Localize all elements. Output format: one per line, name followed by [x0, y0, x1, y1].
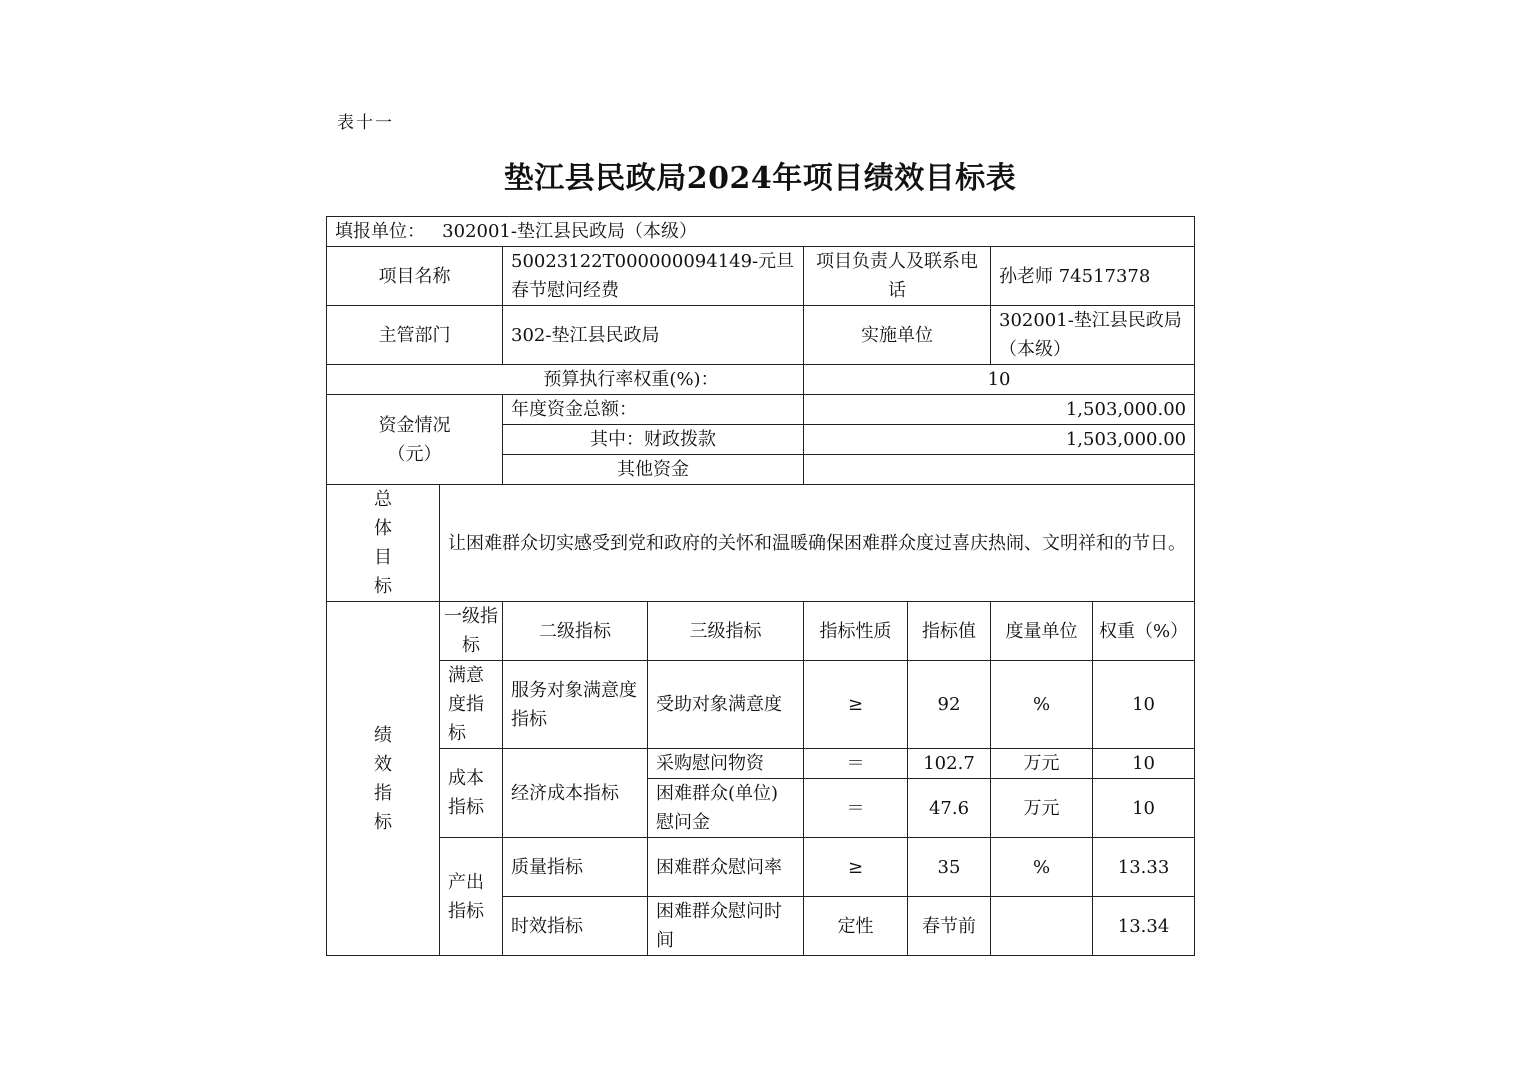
funds-fiscal-value: 1,503,000.00 [804, 425, 1195, 455]
reporting-unit-value: 302001-垫江县民政局（本级） [442, 221, 697, 242]
project-name-value: 50023122T000000094149-元旦春节慰问经费 [503, 247, 804, 306]
impl-unit-label: 实施单位 [804, 306, 991, 365]
row-nature: 定性 [804, 897, 908, 956]
reporting-unit-cell [327, 217, 1195, 247]
row-weight: 10 [1093, 749, 1195, 779]
indicators-char: 指 [374, 782, 392, 804]
funds-label: 资金情况（元） [327, 395, 503, 485]
overall-goal-label [327, 485, 440, 602]
row-nature: ＝ [804, 749, 908, 779]
row-l2: 经济成本指标 [503, 749, 648, 838]
row-weight: 13.34 [1093, 897, 1195, 956]
department-row [327, 306, 1195, 365]
row-l2: 质量指标 [503, 838, 648, 897]
reporting-unit-label: 填报单位： [335, 221, 425, 242]
overall-goal-char: 目 [374, 547, 392, 568]
dept-label: 主管部门 [327, 306, 503, 365]
header-value: 指标值 [908, 602, 991, 661]
table-number: 表十一 [337, 113, 394, 133]
overall-goal-char: 标 [374, 576, 392, 597]
row-value: 35 [908, 838, 991, 897]
funds-other-value [804, 455, 1195, 485]
overall-goal-char: 体 [374, 518, 392, 539]
budget-weight-label: 预算执行率权重(%)： [327, 365, 804, 395]
indicators-char: 绩 [374, 724, 392, 746]
row-nature: ≥ [804, 661, 908, 749]
funds-total-label: 年度资金总额： [503, 395, 804, 425]
overall-goal-text: 让困难群众切实感受到党和政府的关怀和温暖确保困难群众度过喜庆热闹、文明祥和的节日。 [440, 485, 1195, 602]
row-unit: 万元 [991, 779, 1093, 838]
row-value: 春节前 [908, 897, 991, 956]
funds-fiscal-label: 其中：财政拨款 [503, 425, 804, 455]
funds-total-value: 1,503,000.00 [804, 395, 1195, 425]
group-satisfaction: 满意度指标 [440, 661, 503, 749]
row-l2: 时效指标 [503, 897, 648, 956]
reporting-unit-row [327, 217, 1195, 247]
header-level3: 三级指标 [648, 602, 804, 661]
row-nature: ＝ [804, 779, 908, 838]
row-value: 92 [908, 661, 991, 749]
page-title: 垫江县民政局2024年项目绩效目标表 [503, 161, 1017, 196]
row-weight: 10 [1093, 779, 1195, 838]
overall-goal-row [327, 485, 1195, 602]
header-nature: 指标性质 [804, 602, 908, 661]
row-unit: % [991, 661, 1093, 749]
dept-value: 302-垫江县民政局 [503, 306, 804, 365]
indicators-char: 标 [374, 811, 392, 833]
row-weight: 10 [1093, 661, 1195, 749]
header-level2: 二级指标 [503, 602, 648, 661]
budget-weight-value: 10 [804, 365, 1195, 395]
funds-other-label: 其他资金 [503, 455, 804, 485]
row-l3: 受助对象满意度 [648, 661, 804, 749]
performance-target-table [326, 216, 1195, 956]
row-l3: 困难群众慰问时间 [648, 897, 804, 956]
impl-unit-value: 302001-垫江县民政局（本级） [991, 306, 1195, 365]
budget-weight-row [327, 365, 1195, 395]
funds-total-row [327, 395, 1195, 425]
indicators-label [327, 602, 440, 956]
row-l2: 服务对象满意度指标 [503, 661, 648, 749]
header-level1: 一级指标 [440, 602, 503, 661]
row-l3: 采购慰问物资 [648, 749, 804, 779]
header-unit: 度量单位 [991, 602, 1093, 661]
row-unit [991, 897, 1093, 956]
row-l3: 困难群众慰问率 [648, 838, 804, 897]
project-name-row [327, 247, 1195, 306]
table-row [327, 661, 1195, 749]
header-weight: 权重（%） [1093, 602, 1195, 661]
row-weight: 13.33 [1093, 838, 1195, 897]
project-name-label: 项目名称 [327, 247, 503, 306]
indicators-char: 效 [374, 753, 392, 775]
row-value: 102.7 [908, 749, 991, 779]
row-unit: % [991, 838, 1093, 897]
project-lead-label: 项目负责人及联系电话 [804, 247, 991, 306]
project-lead-value: 孙老师 74517378 [991, 247, 1195, 306]
indicator-header-row [327, 602, 1195, 661]
row-unit: 万元 [991, 749, 1093, 779]
row-value: 47.6 [908, 779, 991, 838]
group-cost: 成本指标 [440, 749, 503, 838]
overall-goal-char: 总 [374, 489, 392, 510]
row-l3: 困难群众(单位)慰问金 [648, 779, 804, 838]
row-nature: ≥ [804, 838, 908, 897]
table-row [327, 749, 1195, 779]
group-output: 产出指标 [440, 838, 503, 956]
table-row [327, 838, 1195, 897]
